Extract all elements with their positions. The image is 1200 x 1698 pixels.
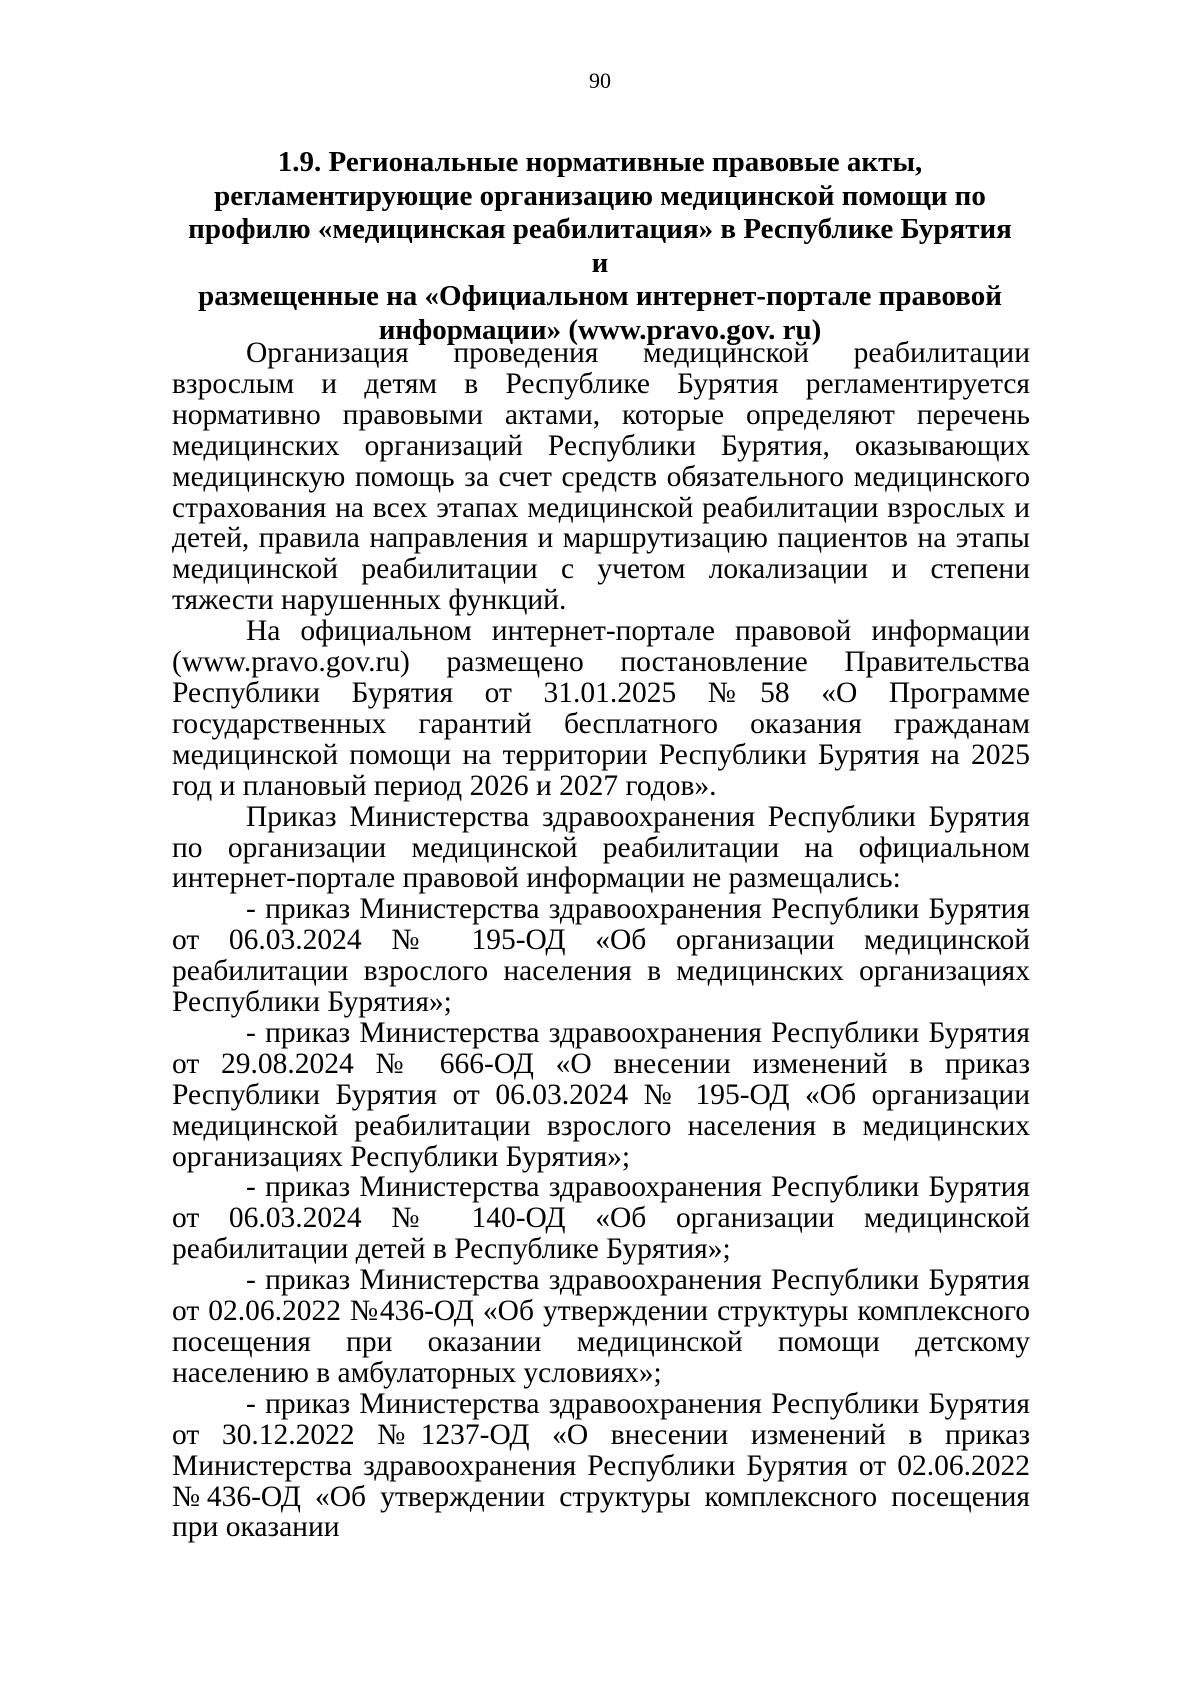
order-list-item: - приказ Министерства здравоохранения Республики Бурятия от 02.06.2022 №436-ОД «Об утверждении структуры комплексного посещения при оказании медицинской помощи детскому населению в амбулаторных условиях»; — [172, 1264, 1030, 1389]
heading-line: размещенные на «Официальном интернет-портале правовой — [198, 280, 1002, 312]
heading-line: 1.9. Региональные нормативные правовые акты, — [277, 146, 923, 178]
order-list-item: - приказ Министерства здравоохранения Республики Бурятия от 06.03.2024 № 140-ОД «Об организации медицинской реабилитации детей в Республике Бурятия»; — [172, 1171, 1030, 1266]
order-list-item: - приказ Министерства здравоохранения Республики Бурятия от 30.12.2022 №1237-ОД «О внесении изменений в приказ Министерства здравоохранения Республики Бурятия от 02.06.2022 №436-ОД «Об утверждении структуры комплексного посещения при оказании — [172, 1387, 1030, 1544]
resolution-paragraph: На официальном интернет-портале правовой информации (www.pravo.gov.ru) размещено постановление Правительства Республики Бурятия от 31.01.2025 №58 «О Программе государственных гарантий бесплатного оказания гражданам медицинской помощи на территории Республики Бурятия на 2025 год и плановый период 2026 и 2027 годов». — [172, 615, 1030, 802]
heading-line: информации» (www.pravo.gov. ru) — [378, 313, 822, 346]
intro-paragraph: Организация проведения медицинской реабилитации взрослым и детям в Республике Бурятия регламентируется нормативно правовыми актами, которые определяют перечень медицинских организаций Республики Бурятия, оказывающих медицинскую помощь за счет средств обязательного медицинского страхования на всех этапах медицинской реабилитации взрослых и детей, правила направления и маршрутизацию пациентов на этапы медицинской реабилитации с учетом локализации и степени тяжести нарушенных функций. — [172, 337, 1030, 617]
page-number: 90 — [589, 68, 611, 93]
order-list-item: - приказ Министерства здравоохранения Республики Бурятия от 06.03.2024 № 195-ОД «Об организации медицинской реабилитации взрослого населения в медицинских организациях Республики Бурятия»; — [172, 893, 1030, 1019]
order-list-item: - приказ Министерства здравоохранения Республики Бурятия от 29.08.2024 № 666-ОД «О внесении изменений в приказ Республики Бурятия от 06.03.2024 № 195-ОД «Об организации медицинской реабилитации взрослого населения в медицинских организациях Республики Бурятия»; — [172, 1016, 1030, 1173]
document-body — [172, 338, 1030, 1543]
heading-line: профилю «медицинская реабилитация» в Республике Бурятия и — [188, 213, 1012, 279]
section-heading — [180, 146, 1020, 347]
orders-intro-paragraph: Приказ Министерства здравоохранения Республики Бурятия по организации медицинской реабилитации на официальном интернет-портале правовой информации не размещались: — [172, 800, 1030, 895]
heading-line: регламентирующие организацию медицинской помощи по — [214, 179, 986, 212]
